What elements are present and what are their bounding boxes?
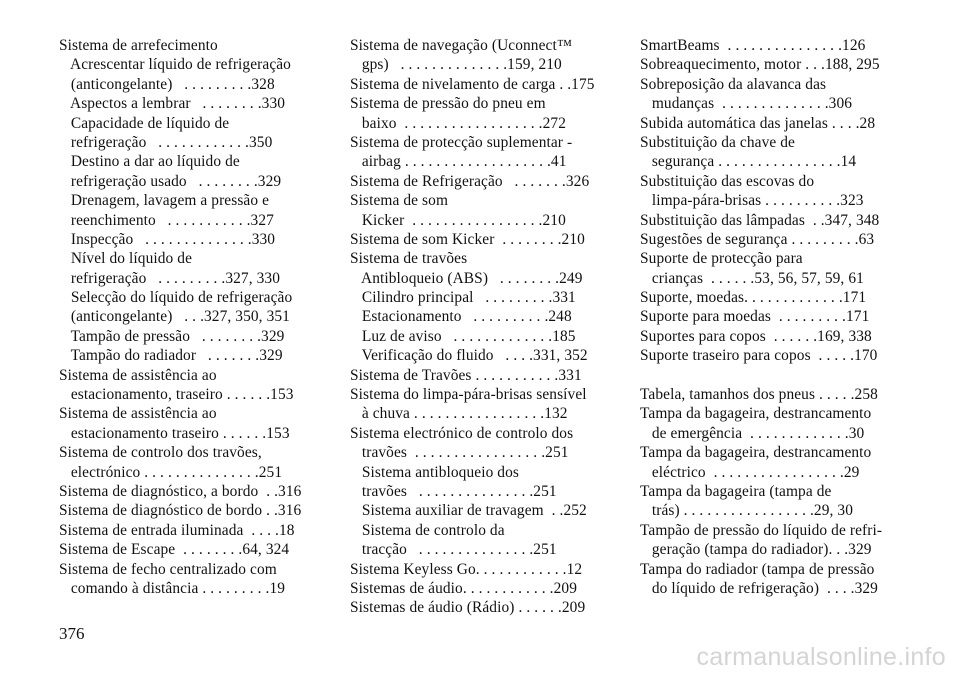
index-entry: Tampa da bagageira (tampa de (640, 482, 832, 500)
index-entry: Tampa da bagageira, destrancamento (640, 444, 872, 462)
index-entry: Sistema antibloqueio dos (350, 463, 519, 481)
index-entry: Suporte de protecção para (640, 250, 803, 268)
index-entry: geração (tampa do radiador). . .329 (640, 541, 872, 559)
index-entry: do líquido de refrigeração) . . . .329 (640, 579, 878, 597)
index-entry: Sistemas de áudio (Rádio) . . . . . .209 (350, 599, 586, 617)
index-entry: Sobreaquecimento, motor . . .188, 295 (640, 56, 880, 74)
index-entry: Selecção do líquido de refrigeração (59, 289, 293, 307)
index-entry: Destino a dar ao líquido de (59, 153, 240, 171)
index-entry: Sistema de navegação (Uconnect™ (350, 37, 573, 54)
index-entry: Sistema de Refrigeração . . . . . . .326 (350, 172, 590, 190)
index-entry: Cilindro principal . . . . . . . . .331 (350, 289, 576, 307)
index-entry: electrónico . . . . . . . . . . . . . . .251 (59, 463, 283, 481)
index-entry: Sistemas de áudio. . . . . . . . . . . .209 (350, 579, 578, 597)
index-entry: Sistema de fecho centralizado com (59, 560, 277, 578)
index-entry: refrigeração usado . . . . . . . .329 (59, 172, 282, 190)
index-entry: Drenagem, lavagem a pressão e (59, 192, 270, 210)
index-entry: limpa-pára-brisas . . . . . . . . . .323 (640, 192, 864, 210)
index-entry: Tabela, tamanhos dos pneus . . . . .258 (640, 386, 878, 404)
index-entry: refrigeração . . . . . . . . .327, 330 (59, 269, 280, 287)
index-entry: tracção . . . . . . . . . . . . . . .251 (350, 541, 557, 559)
index-entry: travões . . . . . . . . . . . . . . . . .251 (350, 444, 569, 462)
index-entry: Inspecção . . . . . . . . . . . . . .330 (59, 230, 276, 248)
index-entry: crianças . . . . . .53, 56, 57, 59, 61 (640, 269, 864, 287)
index-entry: Sistema de diagnóstico de bordo . .316 (59, 502, 302, 520)
section-spacer (640, 366, 896, 385)
index-entry: segurança . . . . . . . . . . . . . . . .14 (640, 153, 857, 171)
index-entry: Tampão de pressão do líquido de refri- (640, 521, 883, 539)
index-entry: (anticongelante) . . . . . . . . .328 (59, 75, 275, 93)
index-entry: Kicker . . . . . . . . . . . . . . . . .210 (350, 211, 566, 229)
index-entry: Estacionamento . . . . . . . . . .248 (350, 308, 572, 326)
index-entry: estacionamento, traseiro . . . . . .153 (59, 386, 294, 404)
index-entry: Sistema Keyless Go. . . . . . . . . . . .12 (350, 560, 583, 578)
index-entry: baixo . . . . . . . . . . . . . . . . . .272 (350, 114, 566, 132)
index-entry: Sistema de Travões . . . . . . . . . . .331 (350, 366, 582, 384)
index-entry: Tampa da bagageira, destrancamento (640, 405, 872, 423)
index-entry: Sistema de arrefecimento (59, 37, 218, 54)
index-column-3 (640, 36, 896, 598)
index-entry: Sistema de controlo dos travões, (59, 444, 262, 462)
index-entry: Tampa do radiador (tampa de pressão (640, 560, 875, 578)
index-entry: Suporte traseiro para copos . . . . .170 (640, 347, 878, 365)
index-entry: Antibloqueio (ABS) . . . . . . . .249 (350, 269, 583, 287)
index-entry: Tampão do radiador . . . . . . .329 (59, 347, 283, 365)
index-entry: Suporte, moedas. . . . . . . . . . . . .171 (640, 289, 867, 307)
index-entry: Suporte para moedas . . . . . . . . .171 (640, 308, 870, 326)
index-entry: Nível do líquido de (59, 250, 193, 268)
index-entry: mudanças . . . . . . . . . . . . . .306 (640, 95, 853, 113)
index-entry: Sistema de protecção suplementar - (350, 133, 573, 151)
index-column-1 (59, 36, 326, 598)
index-entry: Sistema de travões (350, 250, 468, 268)
site-watermark[interactable]: carmanualsonline.info (696, 643, 946, 671)
index-entry: de emergência . . . . . . . . . . . . .30 (640, 424, 865, 442)
index-entry: Tampão de pressão . . . . . . . .329 (59, 327, 285, 345)
index-entry: Sobreposição da alavanca das (640, 75, 827, 93)
index-entry: Sistema de diagnóstico, a bordo . .316 (59, 482, 302, 500)
index-entry: Sistema de assistência ao (59, 405, 217, 423)
index-entry: eléctrico . . . . . . . . . . . . . . . . .29 (640, 463, 860, 481)
index-entry: Sistema de som (350, 192, 449, 210)
index-entry: Sistema de som Kicker . . . . . . . .210 (350, 230, 585, 248)
index-entry: travões . . . . . . . . . . . . . . .251 (350, 482, 557, 500)
index-entry: comando à distância . . . . . . . . .19 (59, 579, 286, 597)
index-entry: (anticongelante) . . .327, 350, 351 (59, 308, 290, 326)
index-entry: Aspectos a lembrar . . . . . . . .330 (59, 95, 286, 113)
index-entry: Sistema de pressão do pneu em (350, 95, 546, 113)
index-entry: Acrescentar líquido de refrigeração (59, 56, 291, 74)
index-entry: Luz de aviso . . . . . . . . . . . . .185 (350, 327, 576, 345)
index-entry: gps) . . . . . . . . . . . . . .159, 210 (350, 56, 562, 74)
index-entry: Subida automática das janelas . . . .28 (640, 114, 876, 132)
index-entry: reenchimento . . . . . . . . . . .327 (59, 211, 274, 229)
index-entry: Sistema de controlo da (350, 521, 505, 539)
index-entry: Sistema electrónico de controlo dos (350, 424, 574, 442)
index-entry: Sistema de nivelamento de carga . .175 (350, 75, 595, 93)
index-entry: trás) . . . . . . . . . . . . . . . . .29, 30 (640, 502, 853, 520)
index-entry: Verificação do fluido . . . .331, 352 (350, 347, 588, 365)
index-entry: Suportes para copos . . . . . .169, 338 (640, 327, 872, 345)
index-entry: à chuva . . . . . . . . . . . . . . . . .132 (350, 405, 568, 423)
index-entry: SmartBeams . . . . . . . . . . . . . . .126 (640, 37, 866, 54)
index-column-2 (350, 36, 607, 618)
index-entry: estacionamento traseiro . . . . . .153 (59, 424, 290, 442)
index-entry: refrigeração . . . . . . . . . . . .350 (59, 133, 273, 151)
index-entry: Sistema auxiliar de travagem . .252 (350, 502, 587, 520)
index-entry: airbag . . . . . . . . . . . . . . . . . . .41 (350, 153, 567, 171)
index-entry: Capacidade de líquido de (59, 114, 230, 132)
index-entry: Sistema de Escape . . . . . . . .64, 324 (59, 541, 290, 559)
index-entry: Sistema de entrada iluminada . . . .18 (59, 521, 295, 539)
index-entry: Substituição das lâmpadas . .347, 348 (640, 211, 880, 229)
index-entry: Substituição das escovas do (640, 172, 815, 190)
page-number: 376 (59, 624, 85, 643)
index-entry: Substituição da chave de (640, 133, 795, 151)
index-entry: Sistema de assistência ao (59, 366, 217, 384)
index-entry: Sugestões de segurança . . . . . . . . .63 (640, 230, 875, 248)
index-entry: Sistema do limpa-pára-brisas sensível (350, 386, 587, 404)
